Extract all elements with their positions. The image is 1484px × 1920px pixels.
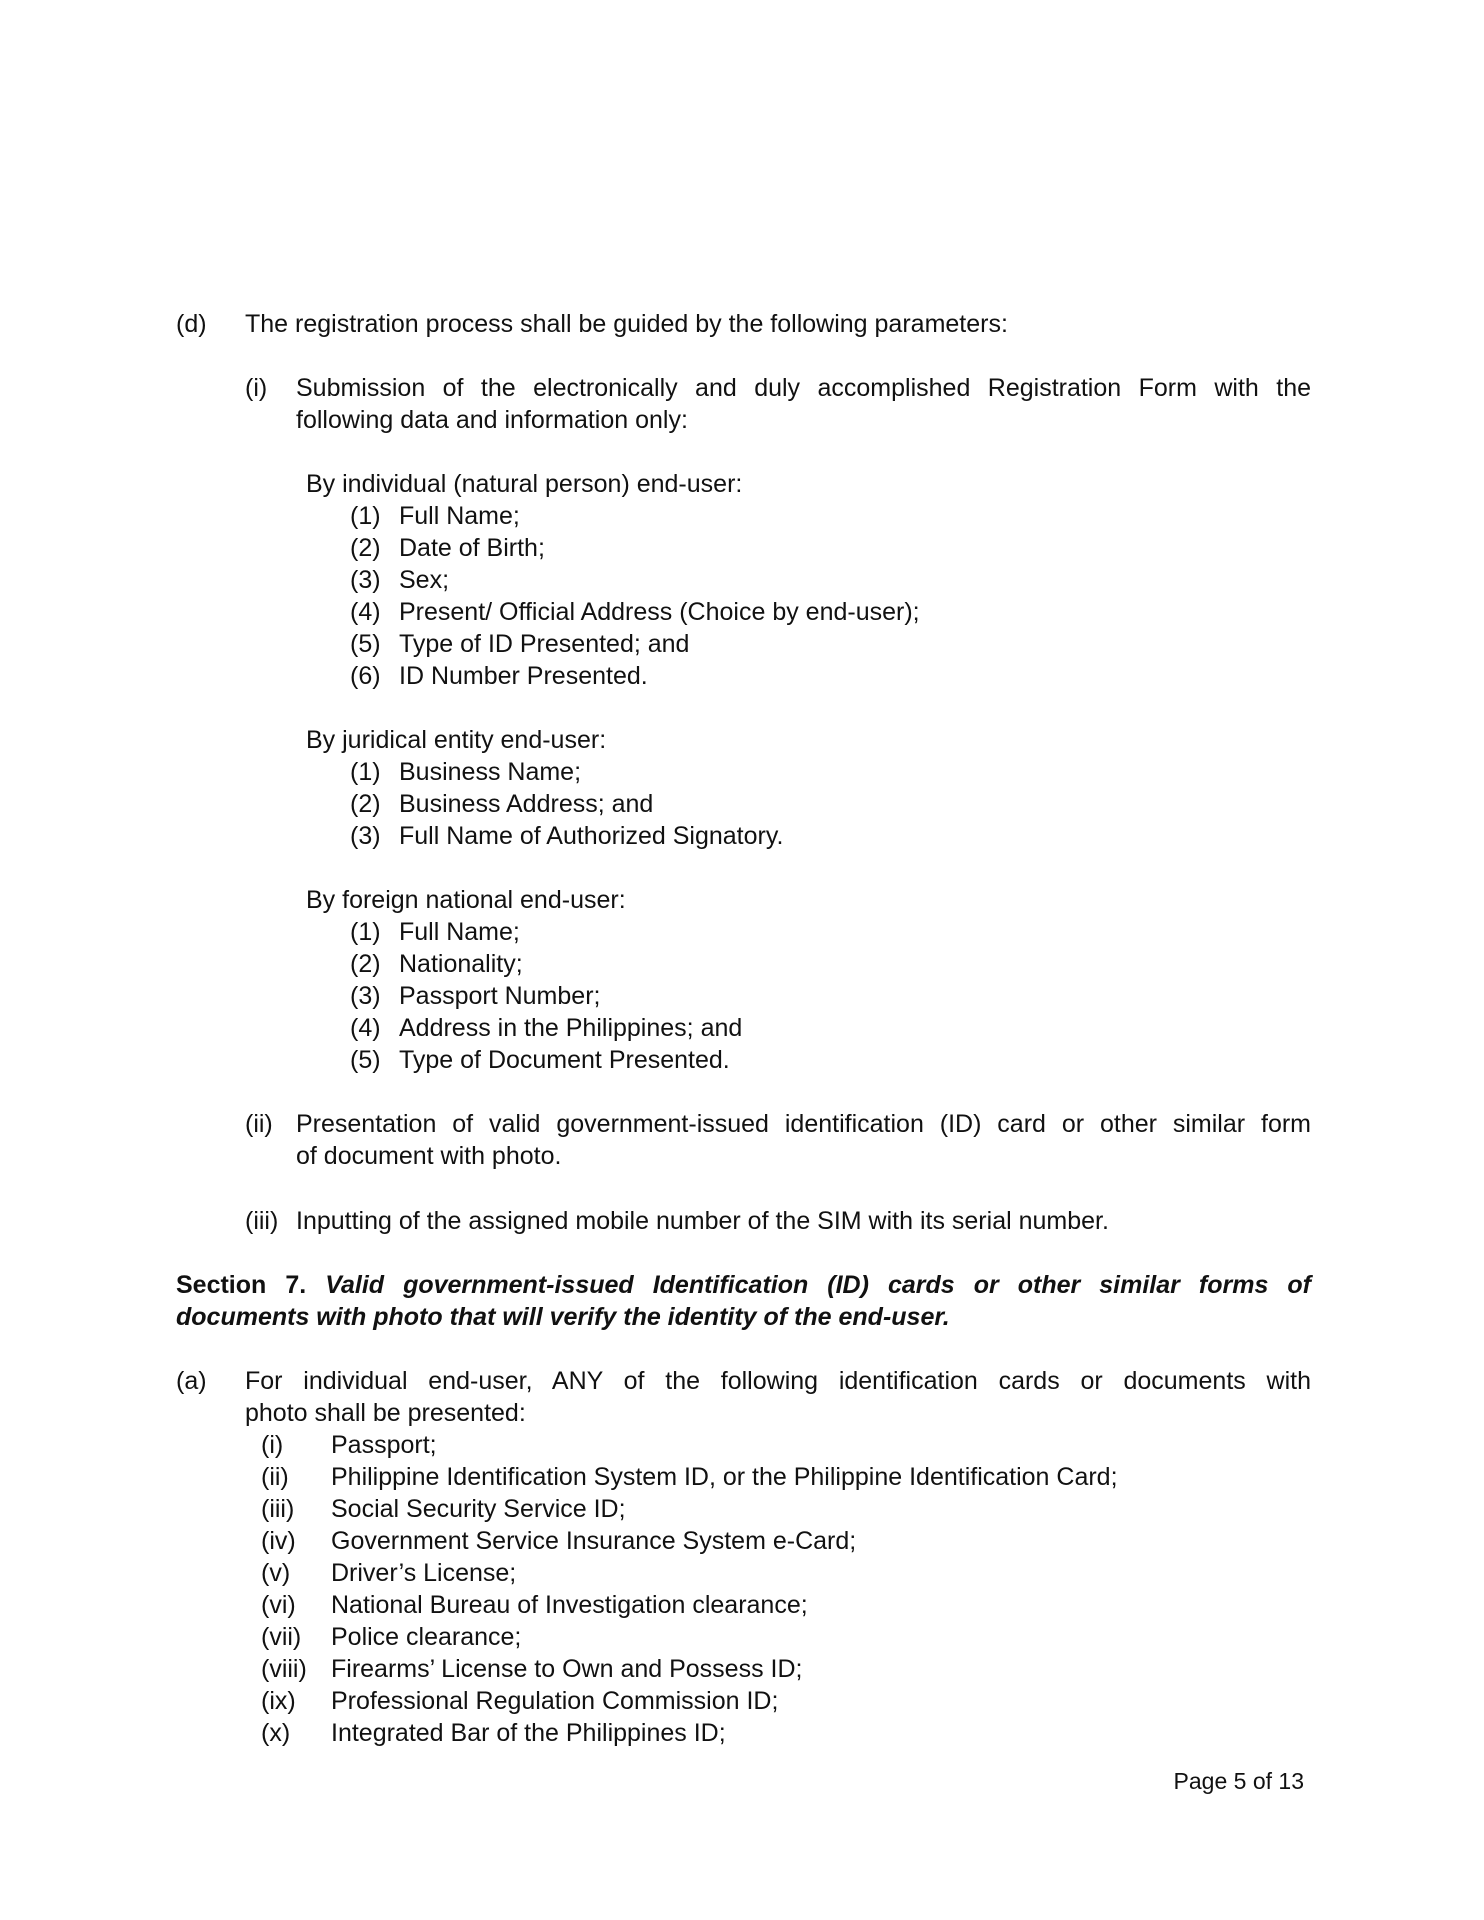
- list-item: Type of Document Presented.: [399, 1046, 730, 1074]
- item-ii-label: (ii): [245, 1110, 273, 1138]
- list-item-num: (x): [261, 1719, 291, 1747]
- list-item: Integrated Bar of the Philippines ID;: [331, 1719, 726, 1747]
- list-item: Passport;: [331, 1431, 437, 1459]
- list-item-num: (1): [350, 918, 381, 946]
- list-item-num: (4): [350, 598, 381, 626]
- item-i-line2: following data and information only:: [296, 406, 688, 434]
- individual-heading: By individual (natural person) end-user:: [306, 470, 743, 498]
- list-item: National Bureau of Investigation clearance;: [331, 1591, 808, 1619]
- section-7-label: Section 7.: [176, 1271, 307, 1299]
- list-item: Police clearance;: [331, 1623, 522, 1651]
- list-item: Philippine Identification System ID, or the Philippine Identification Card;: [331, 1463, 1118, 1491]
- list-item-num: (2): [350, 534, 381, 562]
- foreign-heading: By foreign national end-user:: [306, 886, 626, 914]
- list-item-num: (iv): [261, 1527, 296, 1555]
- list-item: Full Name;: [399, 918, 520, 946]
- list-item-num: (3): [350, 822, 381, 850]
- list-item-num: (ii): [261, 1463, 289, 1491]
- list-item-num: (2): [350, 790, 381, 818]
- section-d-text: The registration process shall be guided by the following parameters:: [245, 310, 1008, 338]
- section-7-heading-line1: [176, 1269, 1311, 1301]
- page-number: Page 5 of 13: [1173, 1768, 1304, 1794]
- juridical-heading: By juridical entity end-user:: [306, 726, 607, 754]
- list-item: Driver’s License;: [331, 1559, 517, 1587]
- list-item-num: (3): [350, 566, 381, 594]
- section-a-line2: photo shall be presented:: [245, 1399, 526, 1427]
- list-item-num: (5): [350, 630, 381, 658]
- list-item: Passport Number;: [399, 982, 601, 1010]
- list-item: Address in the Philippines; and: [399, 1014, 743, 1042]
- list-item: Government Service Insurance System e-Card;: [331, 1527, 857, 1555]
- list-item-num: (4): [350, 1014, 381, 1042]
- list-item: Social Security Service ID;: [331, 1495, 626, 1523]
- list-item-num: (viii): [261, 1655, 307, 1683]
- item-i-label: (i): [245, 374, 268, 402]
- item-ii-line2: of document with photo.: [296, 1142, 562, 1170]
- list-item: Type of ID Presented; and: [399, 630, 690, 658]
- list-item: Business Address; and: [399, 790, 654, 818]
- list-item-num: (1): [350, 502, 381, 530]
- list-item: Present/ Official Address (Choice by end-user);: [399, 598, 920, 626]
- list-item-num: (6): [350, 662, 381, 690]
- section-7-title-line2: documents with photo that will verify the identity of the end-user.: [176, 1303, 950, 1331]
- list-item: Nationality;: [399, 950, 523, 978]
- list-item: Business Name;: [399, 758, 582, 786]
- list-item: Full Name of Authorized Signatory.: [399, 822, 784, 850]
- list-item-num: (2): [350, 950, 381, 978]
- list-item: Sex;: [399, 566, 450, 594]
- section-7-title-line1: Valid government-issued Identification (ID) cards or other similar forms of: [325, 1271, 1311, 1299]
- list-item: ID Number Presented.: [399, 662, 648, 690]
- list-item-num: (1): [350, 758, 381, 786]
- list-item: Professional Regulation Commission ID;: [331, 1687, 779, 1715]
- section-a-line1: For individual end-user, ANY of the following identification cards or documents with: [245, 1367, 1311, 1395]
- list-item: Firearms’ License to Own and Possess ID;: [331, 1655, 803, 1683]
- list-item-num: (i): [261, 1431, 284, 1459]
- item-ii-line1: Presentation of valid government-issued identification (ID) card or other similar form: [296, 1110, 1311, 1138]
- item-iii-text: Inputting of the assigned mobile number of the SIM with its serial number.: [296, 1207, 1109, 1235]
- list-item-num: (5): [350, 1046, 381, 1074]
- section-d-label: (d): [176, 310, 207, 338]
- list-item-num: (3): [350, 982, 381, 1010]
- list-item-num: (iii): [261, 1495, 295, 1523]
- list-item: Full Name;: [399, 502, 520, 530]
- item-iii-label: (iii): [245, 1207, 279, 1235]
- list-item-num: (v): [261, 1559, 291, 1587]
- list-item-num: (vii): [261, 1623, 302, 1651]
- section-a-label: (a): [176, 1367, 207, 1395]
- list-item-num: (ix): [261, 1687, 296, 1715]
- list-item-num: (vi): [261, 1591, 296, 1619]
- list-item: Date of Birth;: [399, 534, 545, 562]
- item-i-line1: Submission of the electronically and duly accomplished Registration Form with the: [296, 374, 1311, 402]
